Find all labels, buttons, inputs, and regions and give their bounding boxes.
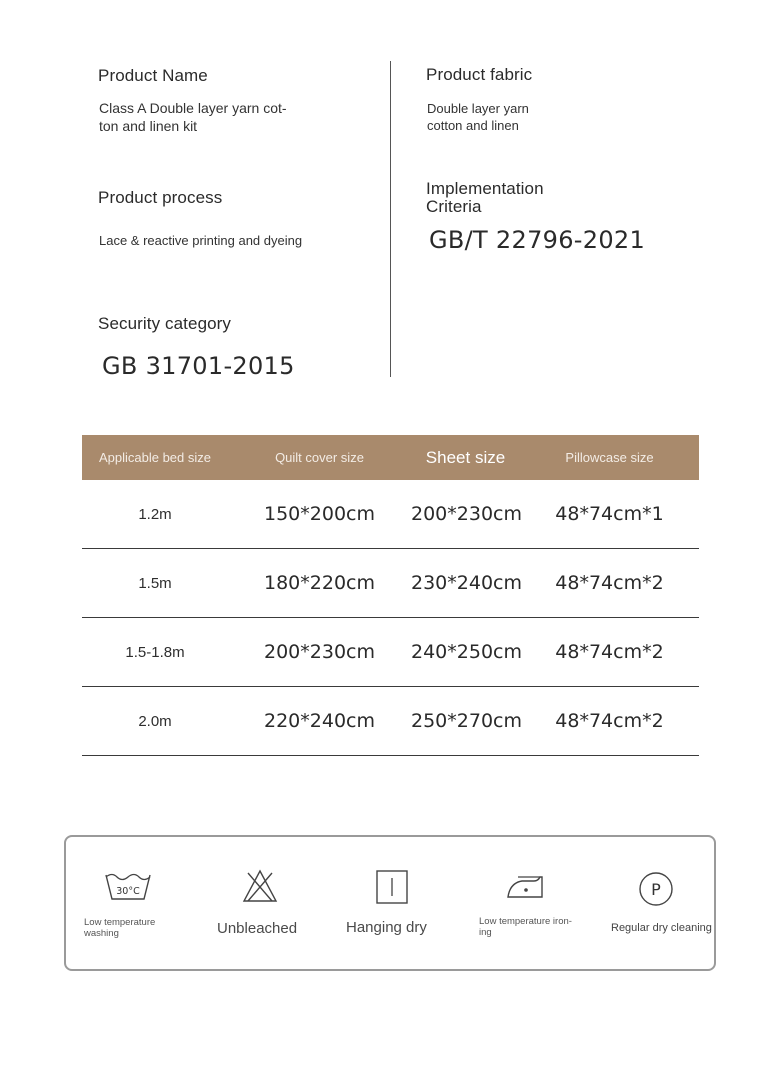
implementation-criteria-line2: Criteria	[426, 197, 482, 216]
table-row	[82, 687, 699, 756]
cell-sheet-size: 240*250cm	[411, 641, 522, 663]
table-row	[82, 618, 699, 687]
care-instructions-box	[64, 835, 716, 971]
size-table-header	[82, 435, 699, 480]
low-temp-ironing-label	[479, 916, 572, 938]
header-applicable-bed-size: Applicable bed size	[98, 450, 212, 465]
table-row	[82, 480, 699, 549]
product-fabric-line2: cotton and linen	[427, 118, 519, 133]
size-table	[82, 435, 699, 756]
cell-quilt-cover-size: 150*200cm	[264, 503, 375, 525]
security-category-value: GB 31701-2015	[102, 352, 295, 380]
product-fabric-label: Product fabric	[426, 65, 533, 84]
header-sheet-size: Sheet size	[425, 447, 506, 467]
implementation-criteria-value: GB/T 22796-2021	[429, 226, 646, 254]
cell-quilt-cover-size: 180*220cm	[264, 572, 375, 594]
implementation-criteria-label	[426, 180, 544, 216]
product-process-label: Product process	[98, 188, 223, 207]
product-fabric-value	[427, 100, 529, 134]
no-bleach-icon	[242, 869, 278, 903]
header-quilt-cover-size: Quilt cover size	[275, 450, 364, 465]
table-row	[82, 549, 699, 618]
wash-30-icon	[104, 871, 152, 903]
cell-sheet-size: 250*270cm	[411, 710, 522, 732]
low-temp-washing-line1: Low temperature	[84, 917, 156, 928]
product-process-value: Lace & reactive printing and dyeing	[99, 233, 303, 248]
cell-sheet-size: 230*240cm	[411, 572, 522, 594]
cell-bed-size: 1.5m	[138, 574, 172, 592]
cell-bed-size: 1.5-1.8m	[125, 643, 185, 661]
low-temp-ironing-line2: ing	[479, 927, 492, 938]
security-category-label: Security category	[98, 314, 232, 333]
product-name-line1: Class A Double layer yarn cot-	[99, 100, 287, 116]
low-temp-washing-line2: washing	[84, 928, 119, 939]
cell-pillowcase-size: 48*74cm*2	[555, 710, 664, 732]
product-name-label: Product Name	[98, 66, 208, 85]
hanging-dry-label: Hanging dry	[346, 919, 427, 936]
cell-pillowcase-size: 48*74cm*2	[555, 641, 664, 663]
implementation-criteria-line1: Implementation	[426, 179, 544, 198]
header-pillowcase-size: Pillowcase size	[565, 450, 654, 465]
product-name-value	[99, 99, 287, 135]
iron-low-icon	[504, 871, 546, 903]
product-fabric-line1: Double layer yarn	[427, 101, 529, 116]
vertical-divider	[390, 61, 391, 377]
svg-text:P: P	[651, 880, 661, 899]
cell-sheet-size: 200*230cm	[411, 503, 522, 525]
product-name-line2: ton and linen kit	[99, 118, 198, 134]
cell-quilt-cover-size: 200*230cm	[264, 641, 375, 663]
dry-clean-p-icon	[638, 871, 674, 907]
unbleached-label: Unbleached	[217, 920, 298, 937]
svg-text:30°C: 30°C	[116, 886, 140, 897]
low-temp-ironing-line1: Low temperature iron-	[479, 916, 572, 927]
cell-pillowcase-size: 48*74cm*2	[555, 572, 664, 594]
cell-pillowcase-size: 48*74cm*1	[555, 503, 664, 525]
cell-bed-size: 1.2m	[138, 505, 172, 523]
regular-dry-cleaning-label: Regular dry cleaning	[611, 922, 712, 934]
hang-dry-icon	[375, 869, 409, 905]
low-temp-washing-label	[84, 917, 155, 939]
cell-bed-size: 2.0m	[138, 712, 172, 730]
cell-quilt-cover-size: 220*240cm	[264, 710, 375, 732]
